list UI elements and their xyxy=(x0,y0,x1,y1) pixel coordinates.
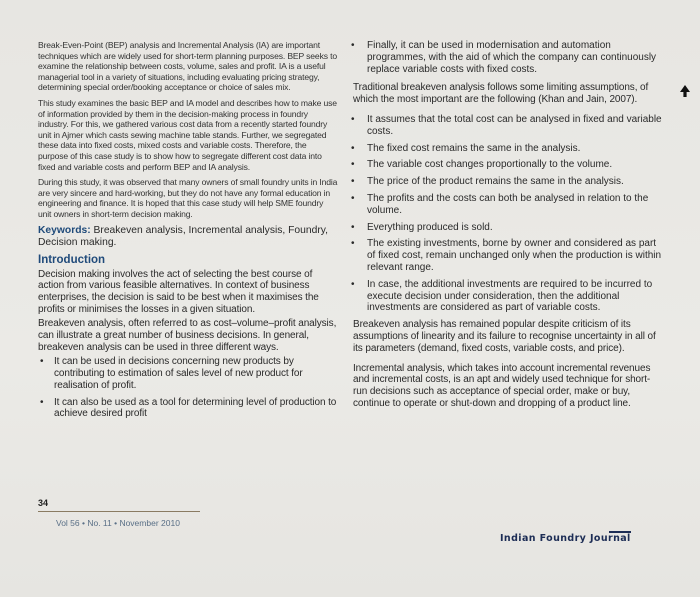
left-column xyxy=(38,40,338,425)
bullet-icon: • xyxy=(351,40,355,51)
list-item-text: The profits and the costs can both be analysed in relation to the volume. xyxy=(367,192,649,216)
assumptions-intro: Traditional breakeven analysis follows some limiting assumptions, of which the most important are the following (Khan and Jain, 2007). xyxy=(353,82,649,106)
bullet-icon: • xyxy=(351,238,355,250)
bullet-icon: • xyxy=(351,278,355,290)
bullet-icon: • xyxy=(351,192,355,204)
footer-rule xyxy=(38,511,200,512)
intro-paragraph-1: Decision making involves the act of selecting the best course of action from various feasible alternatives. In context of business enterprises, the decision is said to be best when it maximises the profits or minimises the losses in a given situation. xyxy=(38,268,319,315)
list-item xyxy=(345,279,663,314)
keywords xyxy=(38,225,338,249)
introduction-heading: Introduction xyxy=(38,253,106,266)
list-item-text: It can also be used as a tool for determining level of production to achieve desired profit xyxy=(54,396,337,420)
list-item xyxy=(345,176,663,188)
list-item-text: The price of the product remains the same in the analysis. xyxy=(367,176,624,188)
list-item-text: It can be used in decisions concerning new products by contributing to estimation of sales level of new product for realisation of profit. xyxy=(54,356,303,391)
abstract-paragraph-2: This study examines the basic BEP and IA model and describes how to make use of information provided by them in the decision-making process in foundry industry. For this, we gathered various cost data from a recently started foundry unit in Ajmer which casts sewing machine table stands. Further, we segregated these data into fixed costs, mixed costs and variable costs. Therefore, the purpose of this case study is to show how to segregate different cost data into fixed and variable costs and perform BEP and IA analysis. xyxy=(38,97,337,172)
list-item-text: Finally, it can be used in modernisation and automation programmes, with the aid of which the company can continuously replace variable costs with fixed costs. xyxy=(367,40,657,75)
uses-list xyxy=(38,356,338,420)
list-item-text: In case, the additional investments are required to be incurred to execute decision under consideration, then the additional investments are considered as part of variable costs. xyxy=(367,278,653,314)
issue-info: Vol 56 • No. 11 • November 2010 xyxy=(56,518,180,528)
list-item-text: The fixed cost remains the same in the analysis. xyxy=(367,142,581,154)
bullet-icon: • xyxy=(351,113,355,125)
uses-list-continued xyxy=(345,40,663,75)
list-item xyxy=(345,114,663,138)
list-item xyxy=(345,159,663,171)
list-item-text: It assumes that the total cost can be analysed in fixed and variable costs. xyxy=(367,113,662,137)
list-item xyxy=(345,222,663,234)
right-column xyxy=(345,40,663,418)
bullet-icon: • xyxy=(351,176,355,188)
keywords-text: Breakeven analysis, Incremental analysis, Foundry, Decision making. xyxy=(38,224,328,248)
list-item-text: The variable cost changes proportionally to the volume. xyxy=(367,159,613,171)
bullet-icon: • xyxy=(351,221,355,233)
page-number: 34 xyxy=(38,498,49,508)
list-item xyxy=(345,40,663,75)
list-item xyxy=(345,193,663,217)
assumptions-list xyxy=(345,114,663,314)
criticism-paragraph: Breakeven analysis has remained popular despite criticism of its assumptions of linearity and its failure to recognise uncertainty in all of its parameters (demand, fixed costs, variable costs, and price). xyxy=(353,319,656,354)
bullet-icon: • xyxy=(40,356,44,368)
list-item xyxy=(345,143,663,155)
journal-title: Indian Foundry Journal xyxy=(500,533,631,544)
bullet-icon: • xyxy=(351,159,355,171)
abstract-paragraph-3: During this study, it was observed that many owners of small foundry units in India are very sincere and hard-working, but they do not have any formal education in engineering and finance. It is hoped that this case study will help SME foundry unit owners in short-term decision making. xyxy=(38,177,338,219)
keywords-label: Keywords: xyxy=(38,224,91,236)
list-item xyxy=(38,397,338,420)
intro-paragraph-2: Breakeven analysis, often referred to as cost–volume–profit analysis, can illustrate a great number of business decisions. In general, breakeven analysis can be used in three different ways. xyxy=(38,318,337,353)
list-item xyxy=(38,356,338,391)
list-item-text: The existing investments, borne by owner and considered as part of fixed cost, remain unchanged only when the production is within relevant range. xyxy=(367,238,662,273)
list-item xyxy=(345,238,663,273)
abstract-paragraph-1: Break-Even-Point (BEP) analysis and Incremental Analysis (IA) are important techniques which are widely used for short-term planning purposes. BEP seeks to examine the relationship between costs, volume, sales and profit. IA is a useful managerial tool in a variety of situations, including evaluating pricing strategy, determining special order/booking acceptance or choice of sales mix. xyxy=(38,40,337,93)
mouse-pointer-icon xyxy=(678,84,692,98)
list-item-text: Everything produced is sold. xyxy=(367,221,493,233)
bullet-icon: • xyxy=(351,142,355,154)
incremental-paragraph: Incremental analysis, which takes into account incremental revenues and incremental costs, is an apt and widely used technique for short-run decisions such as acceptance of special order, make or buy, continue to operate or shut-down and dropping of a product line. xyxy=(353,362,651,409)
bullet-icon: • xyxy=(40,396,44,408)
